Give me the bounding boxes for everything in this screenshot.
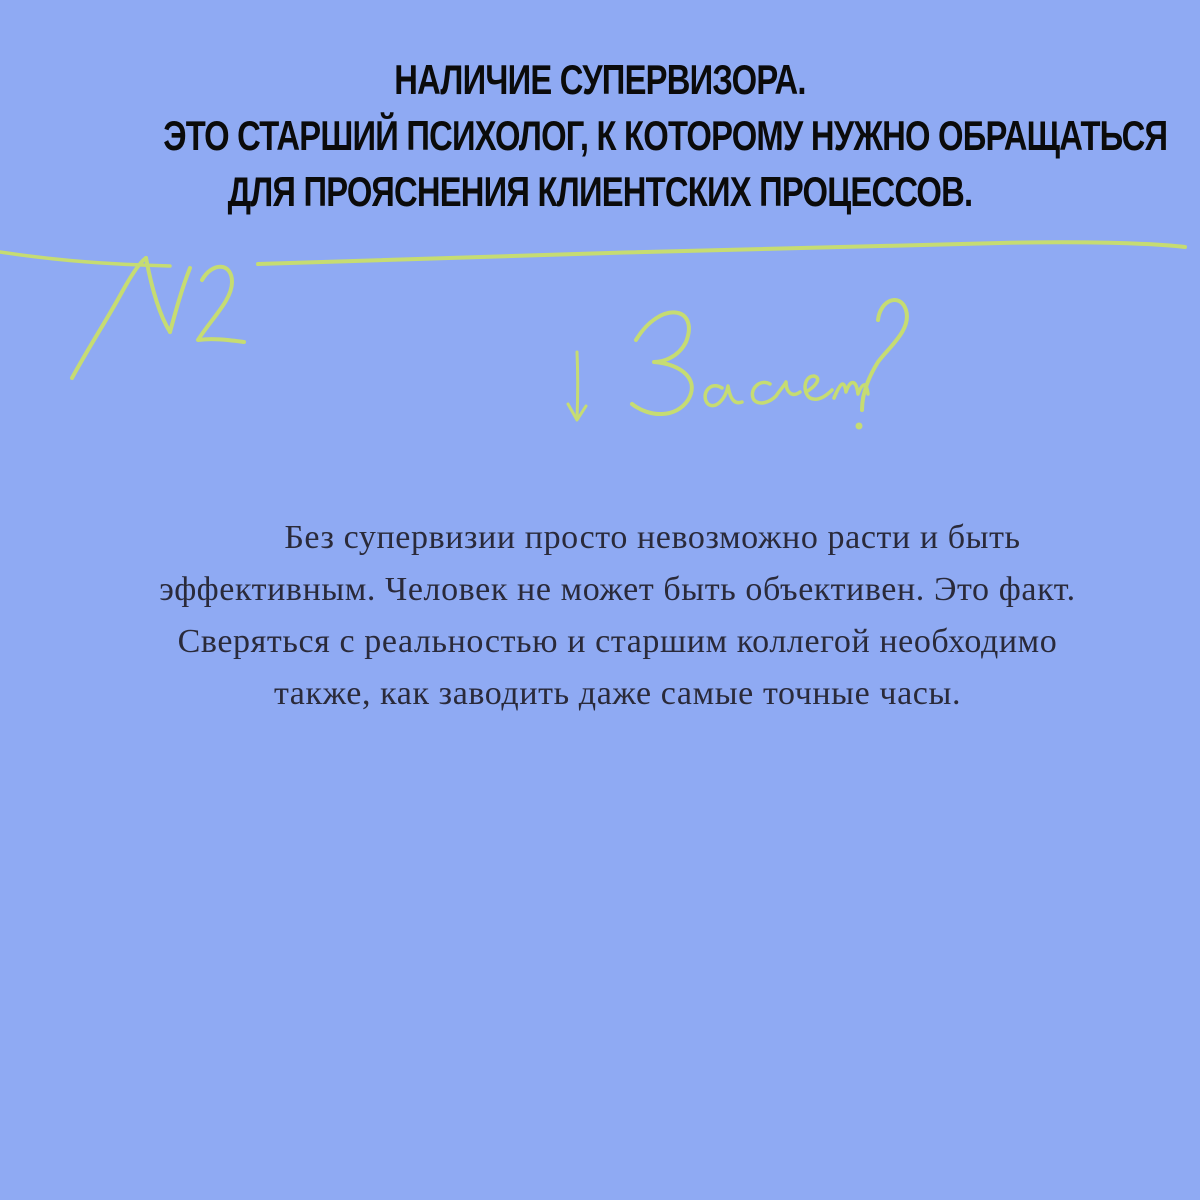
question-word-drawing: [632, 300, 907, 430]
number-mark-drawing: [72, 258, 244, 378]
slide-heading: [40, 52, 1168, 220]
heading-line-3: ДЛЯ ПРОЯСНЕНИЯ КЛИЕНТСКИХ ПРОЦЕССОВ.: [227, 168, 973, 215]
heading-line-2: ЭТО СТАРШИЙ ПСИХОЛОГ, К КОТОРОМУ НУЖНО ОБРАЩАТЬСЯ: [163, 112, 1168, 159]
down-arrow-drawing: [568, 352, 586, 420]
left-swoosh-stroke: [0, 252, 170, 266]
body-paragraph: Без супервизии просто невозможно расти и быть эффективным. Человек не может быть объективен. Это факт. Сверяться с реальностью и старшим коллегой необходимо также, как заводить даже самые точные часы.: [159, 519, 1076, 712]
underline-stroke: [258, 242, 1185, 264]
heading-line-1: НАЛИЧИЕ СУПЕРВИЗОРА.: [394, 56, 806, 103]
